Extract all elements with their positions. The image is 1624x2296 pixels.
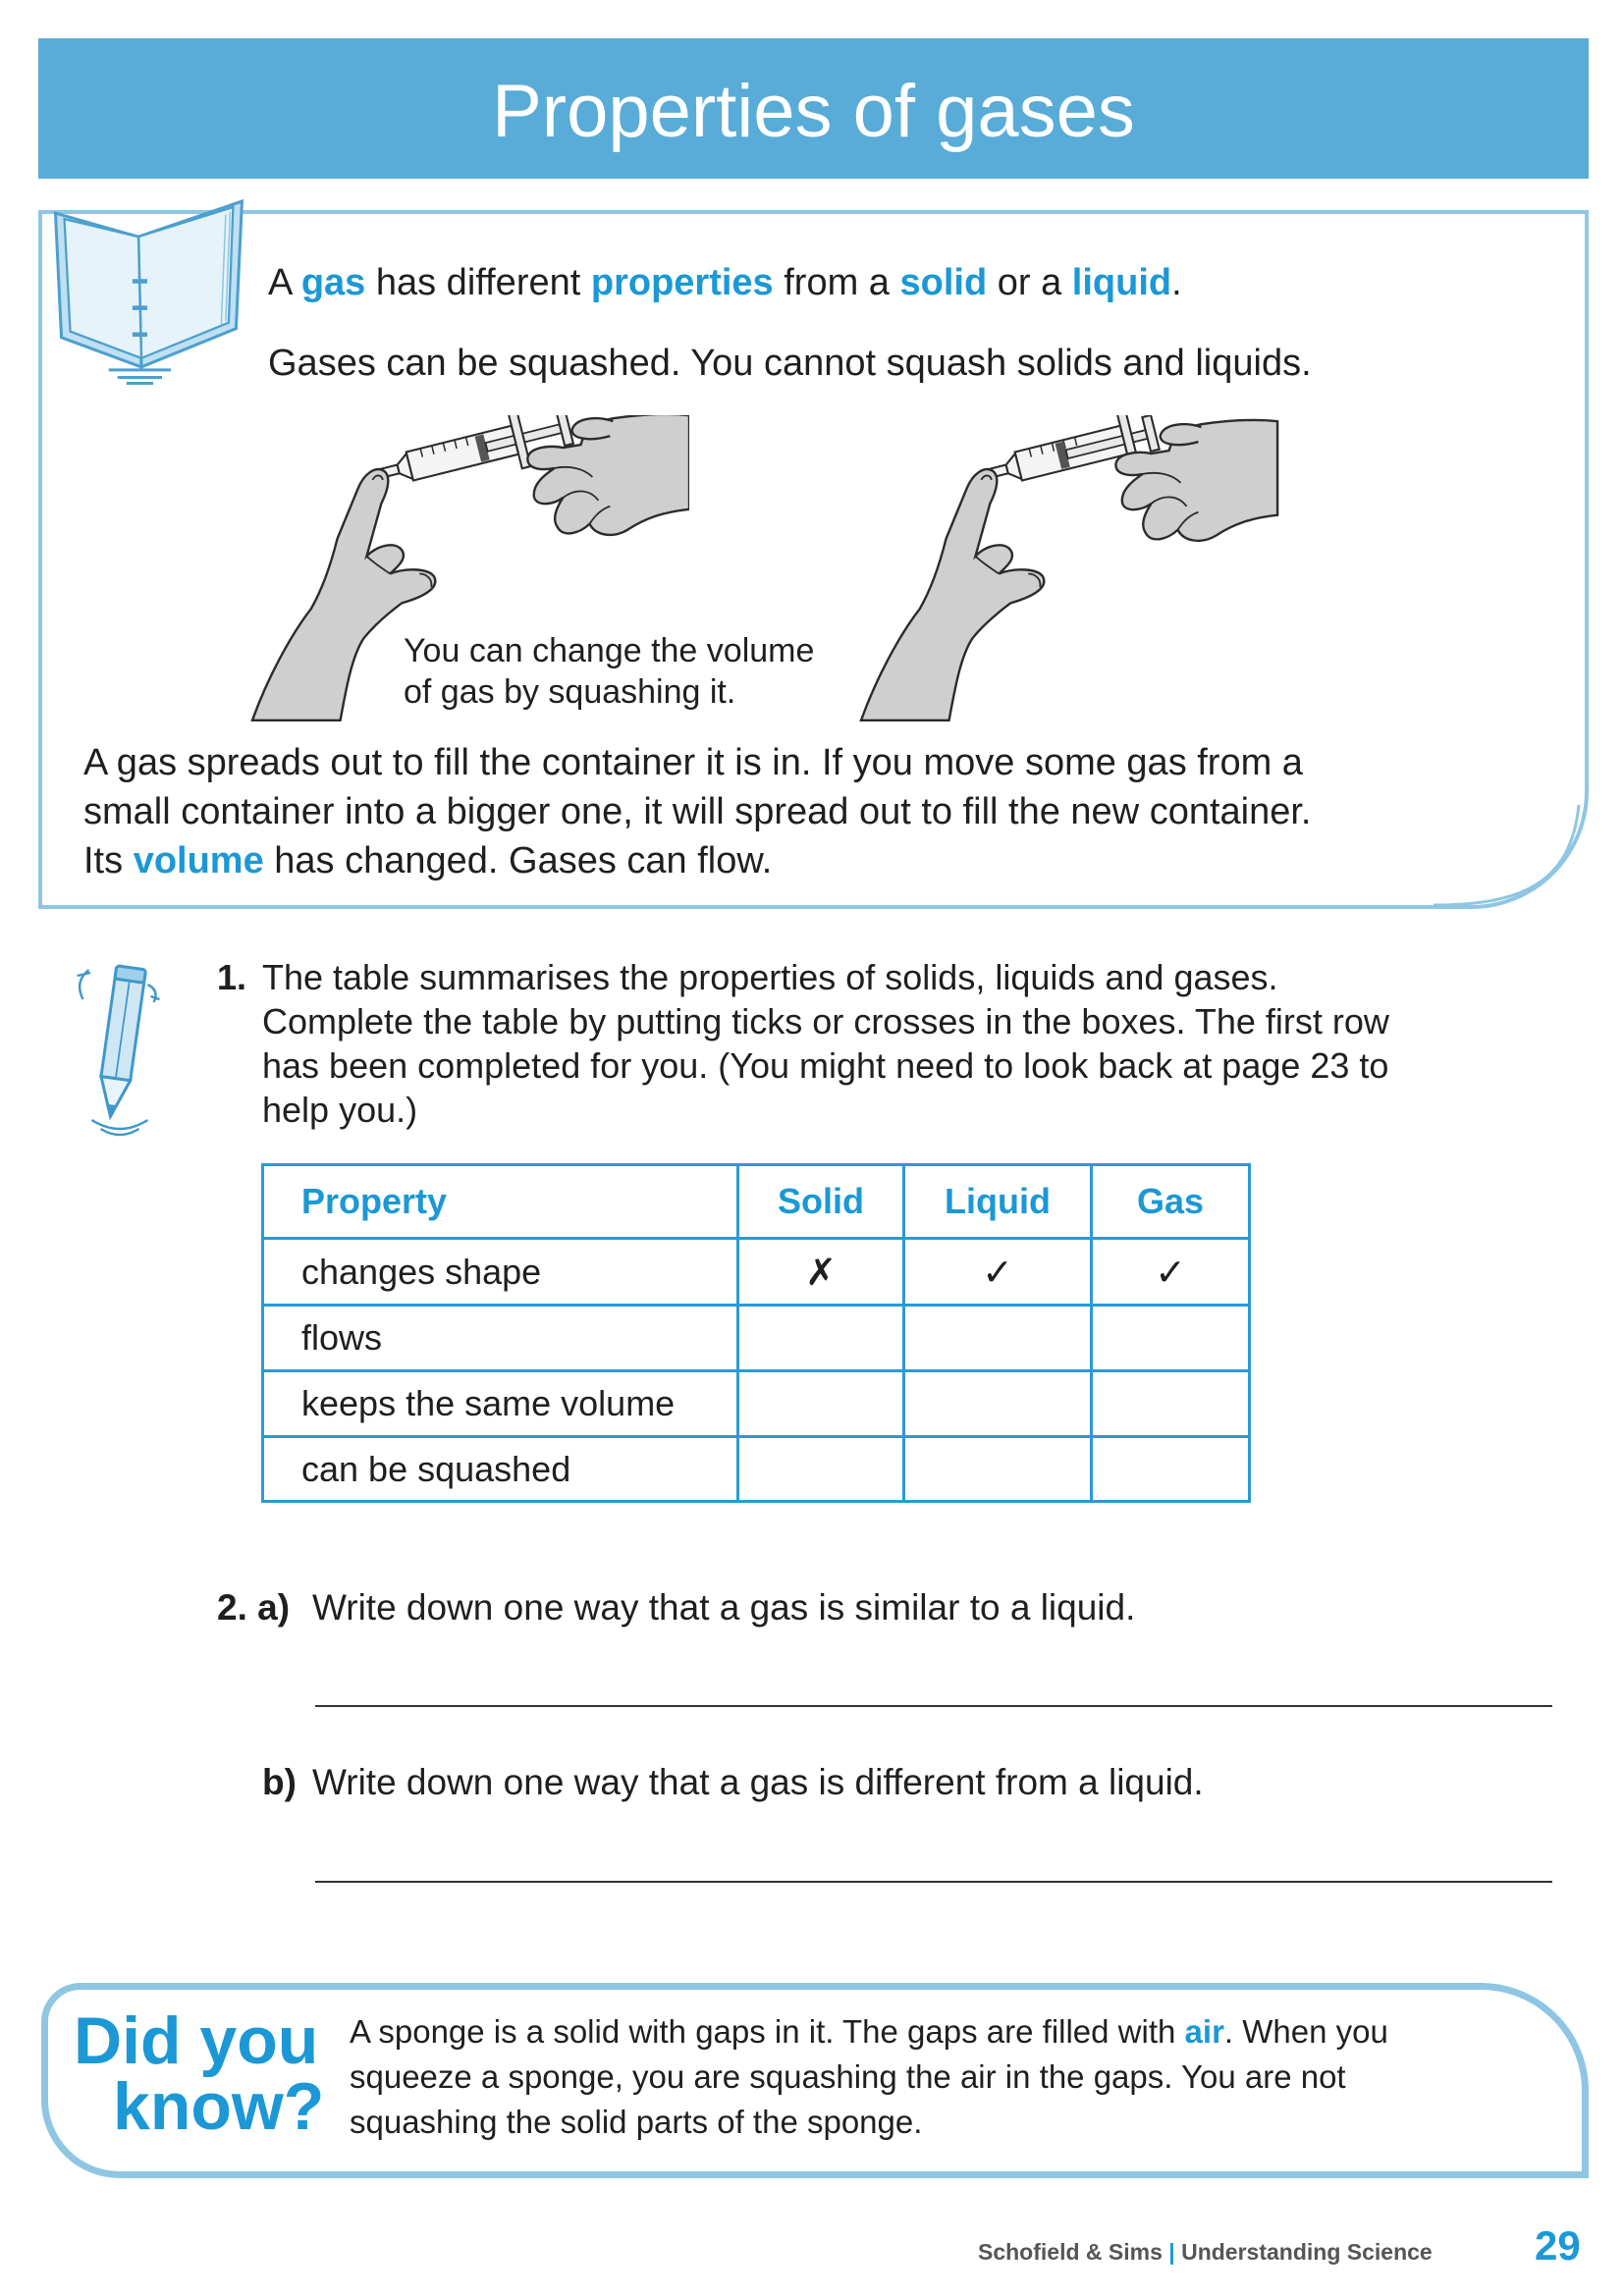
answer-line-2b	[315, 1881, 1552, 1883]
gas-cell: ✓	[1092, 1239, 1250, 1306]
table-row	[263, 1371, 1250, 1437]
page-title: Properties of gases	[492, 69, 1135, 153]
gas-cell	[1092, 1306, 1250, 1371]
keyword-volume: volume	[133, 840, 264, 881]
intro-text: has different	[365, 262, 591, 303]
keyword-solid: solid	[899, 262, 988, 303]
answer-line-2a	[315, 1705, 1552, 1707]
gas-cell	[1092, 1437, 1250, 1502]
question1-line1: The table summarises the properties of solids, liquids and gases.	[262, 957, 1278, 997]
keyword-properties: properties	[590, 262, 774, 303]
question2a-text: Write down one way that a gas is similar to a liquid.	[312, 1587, 1136, 1628]
property-cell: can be squashed	[263, 1437, 738, 1502]
property-cell: keeps the same volume	[263, 1371, 738, 1437]
fact-line1	[350, 2015, 1388, 2048]
question1-line4: help you.)	[262, 1090, 418, 1130]
question1-line2: Complete the table by putting ticks or crosses in the boxes. The first row	[262, 1001, 1389, 1041]
question-number	[217, 1589, 290, 1626]
question2b-label: b)	[262, 1762, 297, 1802]
pointing-hand	[861, 469, 1044, 721]
solid-cell	[738, 1437, 904, 1502]
keyword-liquid: liquid	[1071, 262, 1172, 303]
publisher-name: Schofield & Sims	[978, 2239, 1163, 2265]
table-header-row	[263, 1165, 1250, 1239]
property-cell: changes shape	[263, 1239, 738, 1306]
footer-credit	[978, 2241, 1433, 2264]
pencil-icon	[71, 961, 169, 1138]
fact-line3: squashing the solid parts of the sponge.	[350, 2104, 923, 2140]
footer-separator: |	[1168, 2239, 1175, 2265]
spread-line3	[83, 842, 772, 880]
series-name: Understanding Science	[1181, 2239, 1433, 2265]
keyword-gas: gas	[300, 262, 366, 303]
fact-text: A sponge is a solid with gaps in it. The gaps are filled with	[350, 2013, 1185, 2050]
intro-text: .	[1171, 262, 1182, 303]
fact-text: . When you	[1223, 2013, 1388, 2050]
did-you-know-heading-line1: Did you	[74, 2003, 319, 2078]
spread-line1: A gas spreads out to fill the container it is in. If you move some gas from a	[83, 742, 1303, 783]
illustration-caption-line1: You can change the volume	[404, 632, 815, 669]
spread-line2: small container into a bigger one, it will spread out to fill the new container.	[83, 791, 1312, 832]
illustration-caption-line2: of gas by squashing it.	[404, 673, 736, 711]
question2a-label: a)	[257, 1587, 291, 1628]
column-header-liquid: Liquid	[904, 1165, 1092, 1239]
spread-text: Its	[83, 840, 134, 881]
fact-line2: squeeze a sponge, you are squashing the air in the gaps. You are not	[350, 2058, 1346, 2095]
squash-sentence: Gases can be squashed. You cannot squash solids and liquids.	[268, 343, 1312, 384]
keyword-air: air	[1184, 2013, 1224, 2050]
question2b-text: Write down one way that a gas is different from a liquid.	[312, 1762, 1204, 1802]
open-book-icon	[49, 192, 257, 385]
question1-line3: has been completed for you. (You might need to look back at page 23 to	[262, 1045, 1389, 1086]
property-cell: flows	[263, 1306, 738, 1371]
liquid-cell	[904, 1306, 1092, 1371]
liquid-cell: ✓	[904, 1239, 1092, 1306]
intro-text: from a	[773, 262, 900, 303]
intro-text: A	[268, 262, 301, 303]
gas-cell	[1092, 1371, 1250, 1437]
intro-text: or a	[987, 262, 1072, 303]
solid-cell	[738, 1306, 904, 1371]
liquid-cell	[904, 1437, 1092, 1502]
table-row	[263, 1239, 1250, 1306]
solid-cell: ✗	[738, 1239, 904, 1306]
syringe-illustration-right	[858, 415, 1298, 723]
table-row	[263, 1306, 1250, 1371]
column-header-solid: Solid	[738, 1165, 904, 1239]
page-number: 29	[1535, 2222, 1581, 2269]
solid-cell	[738, 1371, 904, 1437]
table-row	[263, 1437, 1250, 1502]
column-header-gas: Gas	[1092, 1165, 1250, 1239]
question2-number: 2.	[217, 1587, 247, 1628]
intro-line	[268, 264, 1182, 301]
column-header-property: Property	[263, 1165, 738, 1239]
page-curl-decoration	[1414, 785, 1591, 913]
did-you-know-heading-line2: know?	[113, 2069, 325, 2144]
question-number: 1.	[217, 957, 247, 997]
title-banner	[38, 38, 1589, 179]
liquid-cell	[904, 1371, 1092, 1437]
spread-text: has changed. Gases can flow.	[263, 840, 773, 881]
properties-table	[261, 1163, 1251, 1503]
